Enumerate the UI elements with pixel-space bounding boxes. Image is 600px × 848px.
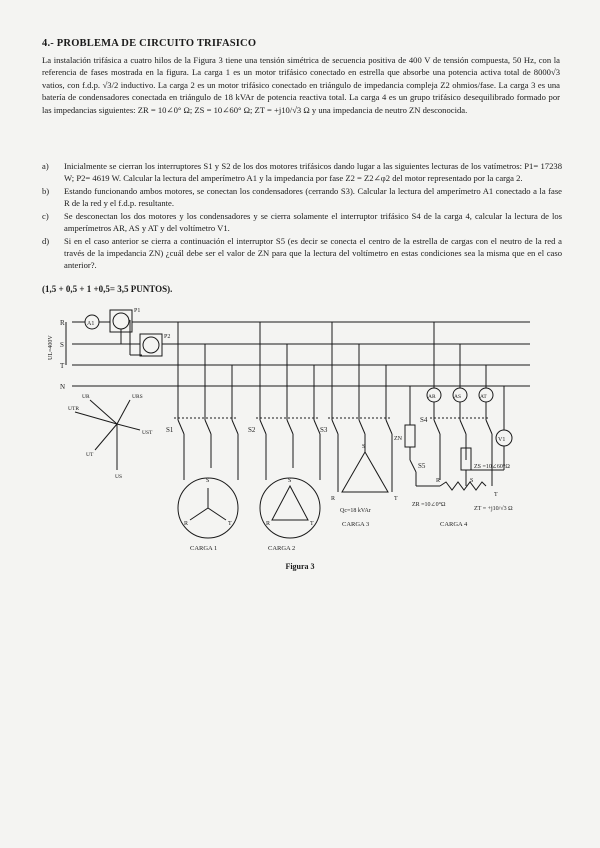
question-text: Inicialmente se cierran los interruptores S1 y S2 de los dos motores trifásicos dando lugar a las siguientes lecturas de los vatímetros: P1= 17238 W; P2= 4619 W. Calcular la lectura del amperímetro A1 y la impedancia por fase Z2 = Z2∠φ2 del motor representado por la carga 2. — [64, 161, 562, 183]
question-d — [42, 235, 562, 271]
circuit-diagram — [0, 300, 600, 562]
question-list — [42, 160, 562, 272]
load3-s-label: S — [362, 444, 366, 450]
load4-t-label: T — [494, 492, 498, 498]
figure-caption: Figura 3 — [285, 562, 315, 571]
load2-t-label: T — [310, 521, 314, 527]
load1-caption: CARGA 1 — [190, 545, 218, 552]
impedance-zn-icon — [405, 425, 415, 447]
ammeter-at-label: AT — [480, 394, 487, 400]
impedance-zs-label: ZS =10∠60°Ω — [474, 464, 510, 470]
points-summary: (1,5 + 0,5 + 1 +0,5= 3,5 PUNTOS). — [42, 284, 173, 294]
load4-r-label: R — [436, 478, 441, 484]
phasor-ust-label: UST — [142, 430, 153, 436]
switch-s3-label: S3 — [320, 426, 328, 434]
phasor-urs-label: URS — [132, 394, 143, 400]
ammeter-as-label: AS — [454, 394, 462, 400]
question-label: d) — [42, 236, 50, 246]
load3-r-label: R — [331, 496, 336, 502]
switch-s4-label: S4 — [420, 416, 428, 424]
load3-rating: Qc=18 kVAr — [340, 508, 371, 514]
line-r-label: R — [60, 319, 65, 327]
impedance-zt-label: ZT = +j10/√3 Ω — [474, 506, 513, 512]
question-b — [42, 185, 562, 209]
impedance-zr-label: ZR =10∠0°Ω — [412, 502, 446, 508]
load3-caption: CARGA 3 — [342, 521, 370, 528]
question-label: c) — [42, 211, 49, 221]
impedance-zn-label: ZN — [394, 436, 402, 442]
load1-s-label: S — [206, 478, 210, 484]
wattmeter-p2-label: P2 — [164, 334, 171, 340]
load1-t-label: T — [228, 521, 232, 527]
impedance-zr-zt-icon — [440, 482, 486, 490]
phasor-utr-label: UTR — [68, 406, 79, 412]
phasor-diagram — [75, 400, 140, 470]
question-label: b) — [42, 186, 50, 196]
wattmeter-p1-icon — [113, 313, 129, 329]
phasor-ur-label: UR — [82, 394, 90, 400]
problem-title: 4.- PROBLEMA DE CIRCUITO TRIFASICO — [42, 38, 257, 49]
problem-intro: La instalación trifásica a cuatro hilos de la Figura 3 tiene una tensión simétrica de secuencia positiva de 400 V de tensión compuesta, 50 Hz, con la referencia de fases mostrada en la figura. La carga 1 es un motor trifásico conectado en estrella que absorbe una potencia activa total de 8000√3 vatios, con f.d.p. √3/2 inductivo. La carga 2 es un motor trifásico conectado en triángulo de impedancia compleja Z2 ohmios/fase. La carga 3 es una batería de condensadores conectada en triángulo de 18 kVAr de potencia reactiva total. La carga 4 es un grupo trifásico desequilibrado formado por las impedancias siguientes: ZR = 10∠0° Ω; ZS = 10∠60° Ω; ZT = +j10/√3 Ω y una impedancia de neutro ZN desconocida. — [42, 55, 560, 115]
load3-t-label: T — [394, 496, 398, 502]
wattmeter-p1-label: P1 — [134, 308, 141, 314]
load2-s-label: S — [288, 478, 292, 484]
question-label: a) — [42, 161, 49, 171]
load-3-branch — [328, 322, 392, 492]
voltmeter-v1-label: V1 — [498, 437, 506, 443]
question-a — [42, 160, 562, 184]
line-s-label: S — [60, 341, 64, 349]
switch-s5-label: S5 — [418, 462, 426, 470]
ammeter-a1-label: A1 — [87, 321, 95, 327]
question-text: Estando funcionando ambos motores, se conectan los condensadores (cerrando S3). Calcular la lectura del amperímetro A1 conectado a la fase R de la red y el f.d.p. resultante. — [64, 186, 562, 208]
line-t-label: T — [60, 362, 65, 370]
question-text: Se desconectan los dos motores y los condensadores y se cierra solamente el interruptor trifásico S4 de la carga 4, calcular la lectura de los amperímetros AR, AS y AT y del voltímetro V1. — [64, 211, 562, 233]
load-1-branch — [174, 322, 238, 538]
wattmeter-p2-icon — [143, 337, 159, 353]
load2-caption: CARGA 2 — [268, 545, 296, 552]
question-c — [42, 210, 562, 234]
capacitor-bank-icon — [342, 452, 388, 492]
switch-s1-label: S1 — [166, 426, 174, 434]
phasor-ut-label: UT — [86, 452, 94, 458]
phasor-us-label: US — [115, 474, 123, 480]
load1-r-label: R — [184, 521, 189, 527]
load4-caption: CARGA 4 — [440, 521, 468, 528]
ammeter-ar-label: AR — [428, 394, 436, 400]
voltage-label: UL=400V — [48, 335, 54, 360]
question-text: Si en el caso anterior se cierra a continuación el interruptor S5 (es decir se conecta el centro de la estrella de cargas con el neutro de la red a través de la impedancia ZN) ¿cuál debe ser el valor de ZN para que la lectura del voltímetro en estas condiciones sea la misma que en el caso anterior?. — [64, 236, 562, 270]
load2-r-label: R — [266, 521, 271, 527]
switch-s2-label: S2 — [248, 426, 256, 434]
line-n-label: N — [60, 383, 66, 391]
load4-s-label: S — [470, 478, 474, 484]
load-2-branch — [256, 322, 320, 538]
